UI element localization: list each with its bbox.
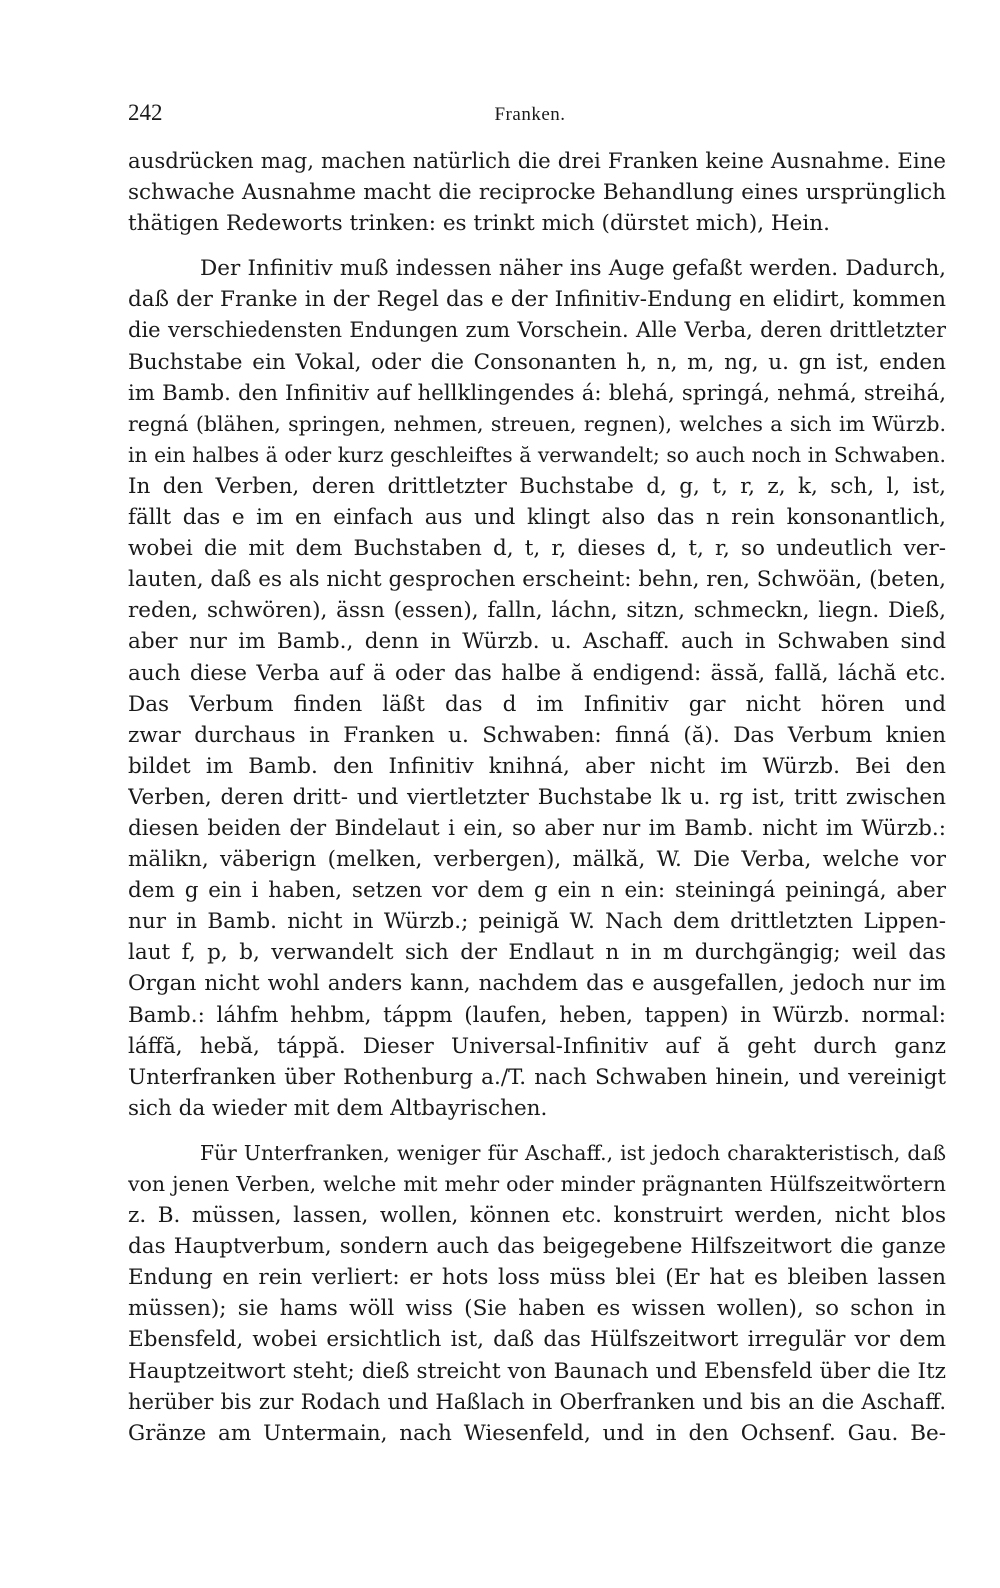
text-line: lauten, daß es als nicht gesprochen erscheint: behn, ren, Schwöän, (beten, [128, 567, 946, 593]
text-line: von jenen Verben, welche mit mehr oder minder prägnanten Hülfszeitwörtern [128, 1172, 946, 1196]
text-line: Gränze am Untermain, nach Wiesenfeld, und in den Ochsenf. Gau. Be- [128, 1420, 946, 1446]
text-line: Endung en rein verliert: er hots loss müss blei (Er hat es bleiben lassen [128, 1265, 946, 1291]
text-line: Ebensfeld, wobei ersichtlich ist, daß das Hülfszeitwort irregulär vor dem [128, 1327, 946, 1353]
text-line: ausdrücken mag, machen natürlich die drei Franken keine Ausnahme. Eine [128, 149, 946, 174]
paragraph [128, 1138, 946, 1449]
text-line: thätigen Redeworts trinken: es trinkt mich (dürstet mich), Hein. [128, 211, 830, 237]
text-line: bildet im Bamb. den Infinitiv knihná, aber nicht im Würzb. Bei den [128, 753, 946, 779]
text-line: in ein halbes ä oder kurz geschleiftes ă verwandelt; so auch noch in Schwaben. [128, 442, 946, 467]
text-line: sich da wieder mit dem Altbayrischen. [128, 1095, 548, 1121]
text-line: láffă, hebă, táppă. Dieser Universal-Infinitiv auf ă geht durch ganz [128, 1033, 946, 1059]
text-line: dem g ein i haben, setzen vor dem g ein n ein: steiningá peiningá, aber [128, 878, 946, 904]
text-line: herüber bis zur Rodach und Haßlach in Oberfranken und bis an die Aschaff. [128, 1389, 946, 1414]
text-line: das Hauptverbum, sondern auch das beigegebene Hilfszeitwort die ganze [128, 1234, 946, 1260]
page-header [128, 100, 932, 132]
text-line: diesen beiden der Bindelaut i ein, so aber nur im Bamb. nicht im Würzb.: [128, 815, 946, 841]
text-line: laut f, p, b, verwandelt sich der Endlaut n in m durchgängig; weil das [128, 940, 946, 966]
text-line: zwar durchaus in Franken u. Schwaben: finná (ă). Das Verbum knien [128, 722, 946, 748]
text-line: im Bamb. den Infinitiv auf hellklingendes á: blehá, springá, nehmá, streihá, [128, 380, 946, 406]
text-line: auch diese Verba auf ä oder das halbe ă endigend: ässă, fallă, láchă etc. [128, 660, 946, 686]
text-line: wobei die mit dem Buchstaben d, t, r, dieses d, t, r, so undeutlich ver- [128, 536, 946, 562]
text-line: z. B. müssen, lassen, wollen, können etc. konstruirt werden, nicht blos [128, 1203, 946, 1229]
paragraph-gap [128, 1124, 946, 1138]
text-line: Das Verbum finden läßt das d im Infinitiv gar nicht hören und [128, 691, 946, 717]
body-text [128, 146, 946, 1449]
text-line: nur in Bamb. nicht in Würzb.; peinigă W. Nach dem drittletzten Lippen- [128, 909, 946, 935]
text-line: Bamb.: láhfm hehbm, táppm (laufen, heben, tappen) in Würzb. normal: [128, 1002, 946, 1028]
page-number: 242 [128, 100, 163, 125]
text-line: müssen); sie hams wöll wiss (Sie haben es wissen wollen), so schon in [128, 1296, 946, 1322]
text-line: aber nur im Bamb., denn in Würzb. u. Aschaff. auch in Schwaben sind [128, 629, 946, 655]
text-line: schwache Ausnahme macht die reciprocke Behandlung eines ursprünglich [128, 180, 946, 206]
text-line: regná (blähen, springen, nehmen, streuen, regnen), welches a sich im Würzb. [128, 411, 946, 436]
paragraph [128, 146, 946, 239]
text-line: Hauptzeitwort steht; dieß streicht von Baunach und Ebensfeld über die Itz [128, 1358, 946, 1384]
text-line: Für Unterfranken, weniger für Aschaff., ist jedoch charakteristisch, daß [200, 1140, 946, 1165]
paragraph [128, 253, 946, 1124]
text-line: In den Verben, deren drittletzter Buchstabe d, g, t, r, z, k, sch, l, ist, [128, 473, 946, 499]
text-line: reden, schwören), ässn (essen), falln, láchn, sitzn, schmeckn, liegn. Dieß, [128, 598, 946, 624]
text-line: Buchstabe ein Vokal, oder die Consonanten h, n, m, ng, u. gn ist, enden [128, 349, 946, 375]
text-line: Der Infinitiv muß indessen näher ins Auge gefaßt werden. Dadurch, [200, 256, 946, 282]
text-line: die verschiedensten Endungen zum Vorschein. Alle Verba, deren drittletzter [128, 318, 946, 343]
text-line: fällt das e im en einfach aus und klingt also das n rein konsonantlich, [128, 505, 946, 531]
running-head: Franken. [494, 104, 566, 125]
paragraph-gap [128, 239, 946, 253]
text-line: mälikn, väberign (melken, verbergen), mälkă, W. Die Verba, welche vor [128, 847, 946, 873]
text-line: Verben, deren dritt- und viertletzter Buchstabe lk u. rg ist, tritt zwischen [128, 784, 946, 810]
text-line: Unterfranken über Rothenburg a./T. nach Schwaben hinein, und vereinigt [128, 1064, 946, 1090]
text-line: Organ nicht wohl anders kann, nachdem das e ausgefallen, jedoch nur im [128, 971, 946, 997]
text-line: daß der Franke in der Regel das e der Infinitiv-Endung en elidirt, kommen [128, 287, 946, 313]
